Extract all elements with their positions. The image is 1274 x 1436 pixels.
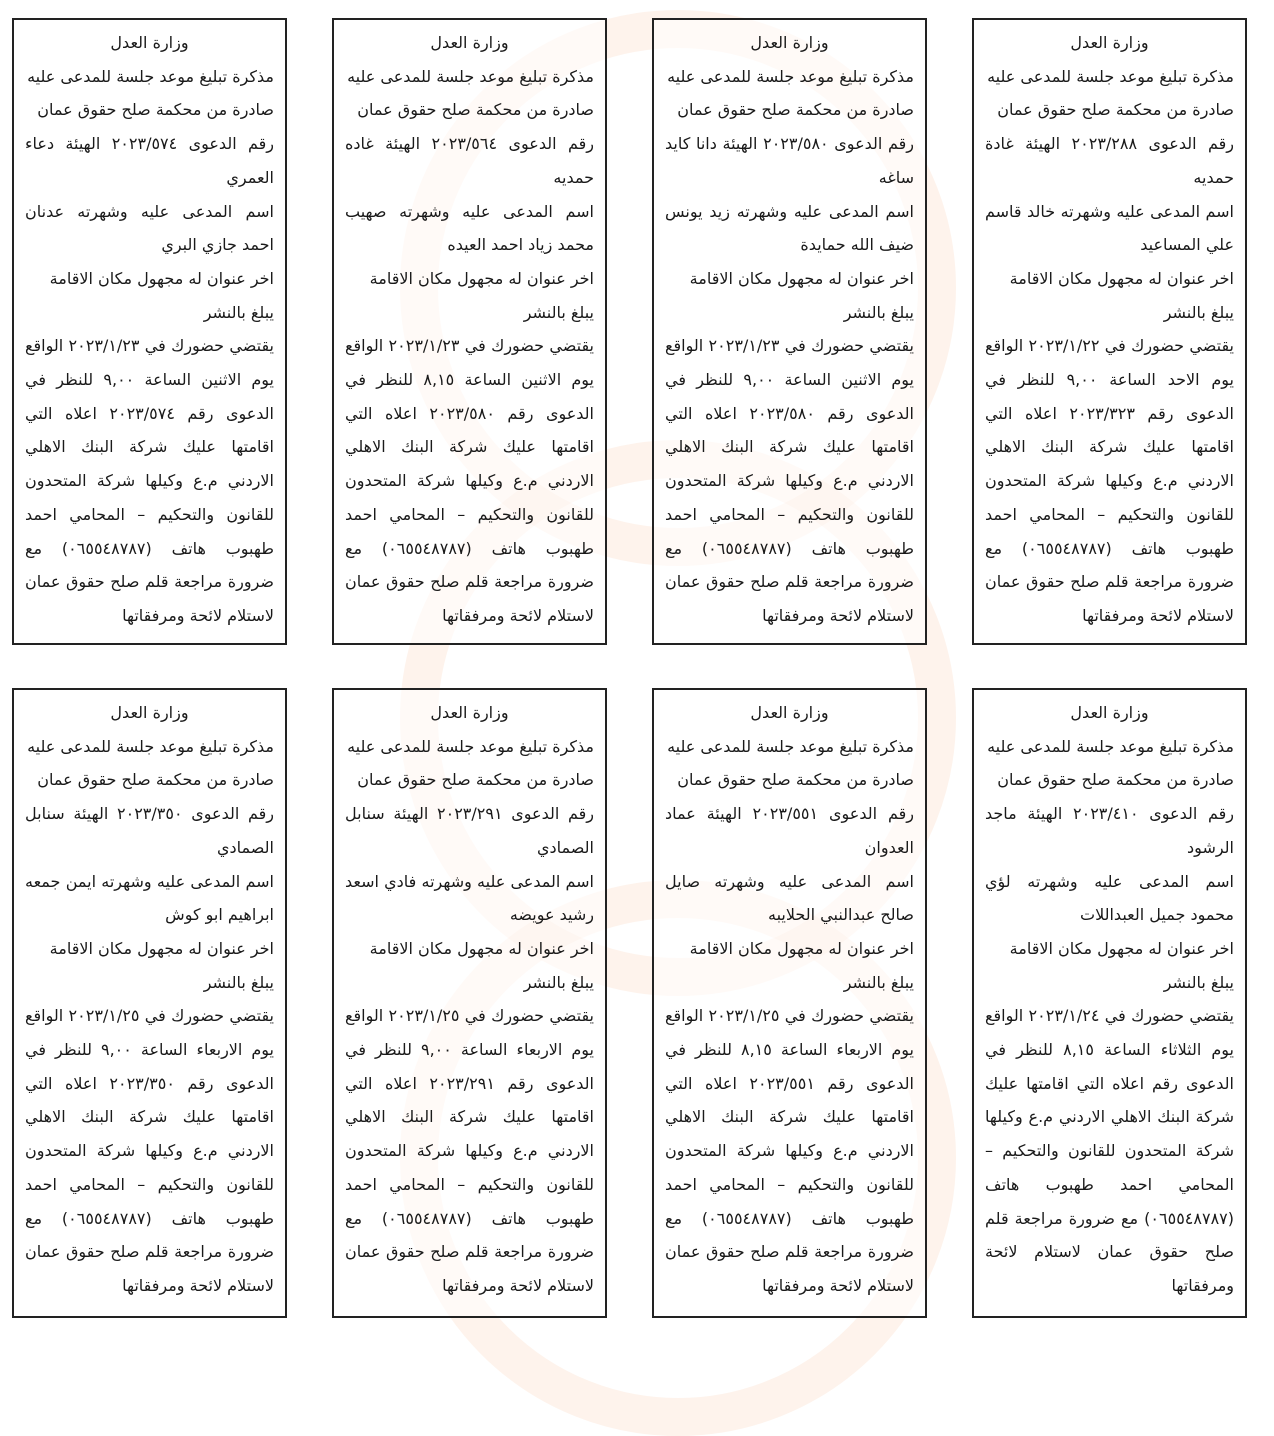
notice-address: اخر عنوان له مجهول مكان الاقامة [1009, 938, 1234, 958]
notice-defendant: اسم المدعى عليه وشهرته خالد قاسم علي المساعيد [985, 201, 1234, 255]
notice-court: صادرة من محكمة صلح حقوق عمان [37, 770, 274, 790]
notice-box [652, 18, 927, 645]
notice-ministry: وزارة العدل [110, 33, 189, 52]
notice-title: مذكرة تبليغ موعد جلسة للمدعى عليه [987, 736, 1234, 756]
notice-title: مذكرة تبليغ موعد جلسة للمدعى عليه [987, 66, 1234, 86]
notice-body: يقتضي حضورك في ٢٠٢٣/١/٢٣ الواقع يوم الاثنين الساعة ٩,٠٠ للنظر في الدعوى رقم ٢٠٢٣/٥٨٠ اعلاه التي اقامتها عليك شركة البنك الاهلي الاردني م.ع وكيلها شركة المتحدون للقانون والتحكيم – المحامي احمد طهبوب هاتف (٠٦٥٥٤٨٧٨٧) مع ضرورة مراجعة قلم صلح حقوق عمان لاستلام لائحة ومرفقاتها [665, 336, 915, 625]
notice-court: صادرة من محكمة صلح حقوق عمان [357, 100, 594, 120]
notice-address: اخر عنوان له مجهول مكان الاقامة [689, 938, 914, 958]
notice-notify: يبلغ بالنشر [203, 302, 274, 322]
notice-defendant: اسم المدعى عليه وشهرته زيد يونس ضيف الله حمايدة [665, 201, 914, 255]
notice-ministry: وزارة العدل [430, 703, 509, 722]
notice-address: اخر عنوان له مجهول مكان الاقامة [689, 268, 914, 288]
notice-body: يقتضي حضورك في ٢٠٢٣/١/٢٥ الواقع يوم الاربعاء الساعة ٩,٠٠ للنظر في الدعوى رقم ٢٠٢٣/٢٩١ اعلاه التي اقامتها عليك شركة البنك الاهلي الاردني م.ع وكيلها شركة المتحدون للقانون والتحكيم – المحامي احمد طهبوب هاتف (٠٦٥٥٤٨٧٨٧) مع ضرورة مراجعة قلم صلح حقوق عمان لاستلام لائحة ومرفقاتها [345, 1006, 595, 1295]
notice-notify: يبلغ بالنشر [843, 972, 914, 992]
notice-notify: يبلغ بالنشر [843, 302, 914, 322]
notice-body: يقتضي حضورك في ٢٠٢٣/١/٢٣ الواقع يوم الاثنين الساعة ٩,٠٠ للنظر في الدعوى رقم ٢٠٢٣/٥٧٤ اعلاه التي اقامتها عليك شركة البنك الاهلي الاردني م.ع وكيلها شركة المتحدون للقانون والتحكيم – المحامي احمد طهبوب هاتف (٠٦٥٥٤٨٧٨٧) مع ضرورة مراجعة قلم صلح حقوق عمان لاستلام لائحة ومرفقاتها [25, 336, 275, 625]
notice-case: رقم الدعوى ٢٠٢٣/٥٥١ الهيئة عماد العدوان [665, 804, 914, 857]
notice-body: يقتضي حضورك في ٢٠٢٣/١/٢٣ الواقع يوم الاثنين الساعة ٨,١٥ للنظر في الدعوى رقم ٢٠٢٣/٥٨٠ اعلاه التي اقامتها عليك شركة البنك الاهلي الاردني م.ع وكيلها شركة المتحدون للقانون والتحكيم – المحامي احمد طهبوب هاتف (٠٦٥٥٤٨٧٨٧) مع ضرورة مراجعة قلم صلح حقوق عمان لاستلام لائحة ومرفقاتها [345, 336, 595, 625]
notice-ministry: وزارة العدل [1070, 703, 1149, 722]
notice-address: اخر عنوان له مجهول مكان الاقامة [49, 268, 274, 288]
notice-box [12, 18, 287, 645]
notice-body: يقتضي حضورك في ٢٠٢٣/١/٢٥ الواقع يوم الاربعاء الساعة ٨,١٥ للنظر في الدعوى رقم ٢٠٢٣/٥٥١ اعلاه التي اقامتها عليك شركة البنك الاهلي الاردني م.ع وكيلها شركة المتحدون للقانون والتحكيم – المحامي احمد طهبوب هاتف (٠٦٥٥٤٨٧٨٧) مع ضرورة مراجعة قلم صلح حقوق عمان لاستلام لائحة ومرفقاتها [665, 1006, 915, 1295]
notice-court: صادرة من محكمة صلح حقوق عمان [997, 100, 1234, 120]
notice-box [972, 18, 1247, 645]
notice-body: يقتضي حضورك في ٢٠٢٣/١/٢٥ الواقع يوم الاربعاء الساعة ٩,٠٠ للنظر في الدعوى رقم ٢٠٢٣/٣٥٠ اعلاه التي اقامتها عليك شركة البنك الاهلي الاردني م.ع وكيلها شركة المتحدون للقانون والتحكيم – المحامي احمد طهبوب هاتف (٠٦٥٥٤٨٧٨٧) مع ضرورة مراجعة قلم صلح حقوق عمان لاستلام لائحة ومرفقاتها [25, 1006, 275, 1295]
notice-notify: يبلغ بالنشر [1163, 302, 1234, 322]
notice-title: مذكرة تبليغ موعد جلسة للمدعى عليه [667, 736, 914, 756]
notice-title: مذكرة تبليغ موعد جلسة للمدعى عليه [27, 736, 274, 756]
notice-defendant: اسم المدعى عليه وشهرته ايمن جمعه ابراهيم ابو كوش [25, 871, 274, 925]
notice-body: يقتضي حضورك في ٢٠٢٣/١/٢٤ الواقع يوم الثلاثاء الساعة ٨,١٥ للنظر في الدعوى رقم اعلاه التي اقامتها عليك شركة البنك الاهلي الاردني م.ع وكيلها شركة المتحدون للقانون والتحكيم – المحامي احمد طهبوب هاتف (٠٦٥٥٤٨٧٨٧) مع ضرورة مراجعة قلم صلح حقوق عمان لاستلام لائحة ومرفقاتها [985, 1006, 1234, 1295]
notice-court: صادرة من محكمة صلح حقوق عمان [677, 770, 914, 790]
notice-case: رقم الدعوى ٢٠٢٣/٥٦٤ الهيئة غاده حمديه [345, 134, 594, 187]
notice-box [332, 688, 607, 1318]
notice-defendant: اسم المدعى عليه وشهرته عدنان احمد جازي البري [25, 201, 274, 255]
notice-title: مذكرة تبليغ موعد جلسة للمدعى عليه [347, 66, 594, 86]
notice-notify: يبلغ بالنشر [523, 972, 594, 992]
notice-address: اخر عنوان له مجهول مكان الاقامة [49, 938, 274, 958]
notice-defendant: اسم المدعى عليه وشهرته فادي اسعد رشيد عويضه [345, 871, 594, 925]
notice-court: صادرة من محكمة صلح حقوق عمان [37, 100, 274, 120]
notice-ministry: وزارة العدل [1070, 33, 1149, 52]
notice-court: صادرة من محكمة صلح حقوق عمان [997, 770, 1234, 790]
notice-ministry: وزارة العدل [750, 703, 829, 722]
notice-title: مذكرة تبليغ موعد جلسة للمدعى عليه [347, 736, 594, 756]
notice-box [332, 18, 607, 645]
notice-case: رقم الدعوى ٢٠٢٣/٤١٠ الهيئة ماجد الرشود [985, 804, 1234, 857]
notice-title: مذكرة تبليغ موعد جلسة للمدعى عليه [27, 66, 274, 86]
notice-court: صادرة من محكمة صلح حقوق عمان [357, 770, 594, 790]
notice-address: اخر عنوان له مجهول مكان الاقامة [369, 938, 594, 958]
notice-address: اخر عنوان له مجهول مكان الاقامة [369, 268, 594, 288]
notice-ministry: وزارة العدل [750, 33, 829, 52]
notice-case: رقم الدعوى ٢٠٢٣/٥٨٠ الهيئة دانا كايد ساغه [665, 134, 914, 187]
notice-defendant: اسم المدعى عليه وشهرته صهيب محمد زياد احمد العيده [345, 201, 594, 255]
notice-box [12, 688, 287, 1318]
notice-ministry: وزارة العدل [110, 703, 189, 722]
notice-case: رقم الدعوى ٢٠٢٣/٣٥٠ الهيئة سنابل الصمادي [25, 804, 275, 857]
notice-case: رقم الدعوى ٢٠٢٣/٥٧٤ الهيئة دعاء العمري [25, 134, 274, 187]
notice-ministry: وزارة العدل [430, 33, 509, 52]
notice-title: مذكرة تبليغ موعد جلسة للمدعى عليه [667, 66, 914, 86]
notice-box [972, 688, 1247, 1318]
notice-body: يقتضي حضورك في ٢٠٢٣/١/٢٢ الواقع يوم الاحد الساعة ٩,٠٠ للنظر في الدعوى رقم ٢٠٢٣/٣٢٣ اعلاه التي اقامتها عليك شركة البنك الاهلي الاردني م.ع وكيلها شركة المتحدون للقانون والتحكيم – المحامي احمد طهبوب هاتف (٠٦٥٥٤٨٧٨٧) مع ضرورة مراجعة قلم صلح حقوق عمان لاستلام لائحة ومرفقاتها [985, 336, 1234, 625]
notice-address: اخر عنوان له مجهول مكان الاقامة [1009, 268, 1234, 288]
notice-case: رقم الدعوى ٢٠٢٣/٢٨٨ الهيئة غادة حمديه [985, 134, 1234, 187]
notice-notify: يبلغ بالنشر [1163, 972, 1234, 992]
notice-defendant: اسم المدعى عليه وشهرته لؤي محمود جميل العبداللات [985, 871, 1234, 925]
notice-box [652, 688, 927, 1318]
notice-case: رقم الدعوى ٢٠٢٣/٢٩١ الهيئة سنابل الصمادي [345, 804, 595, 857]
notice-defendant: اسم المدعى عليه وشهرته صايل صالح عبدالنبي الحلايبه [665, 871, 914, 925]
notice-court: صادرة من محكمة صلح حقوق عمان [677, 100, 914, 120]
notice-notify: يبلغ بالنشر [203, 972, 274, 992]
notice-notify: يبلغ بالنشر [523, 302, 594, 322]
